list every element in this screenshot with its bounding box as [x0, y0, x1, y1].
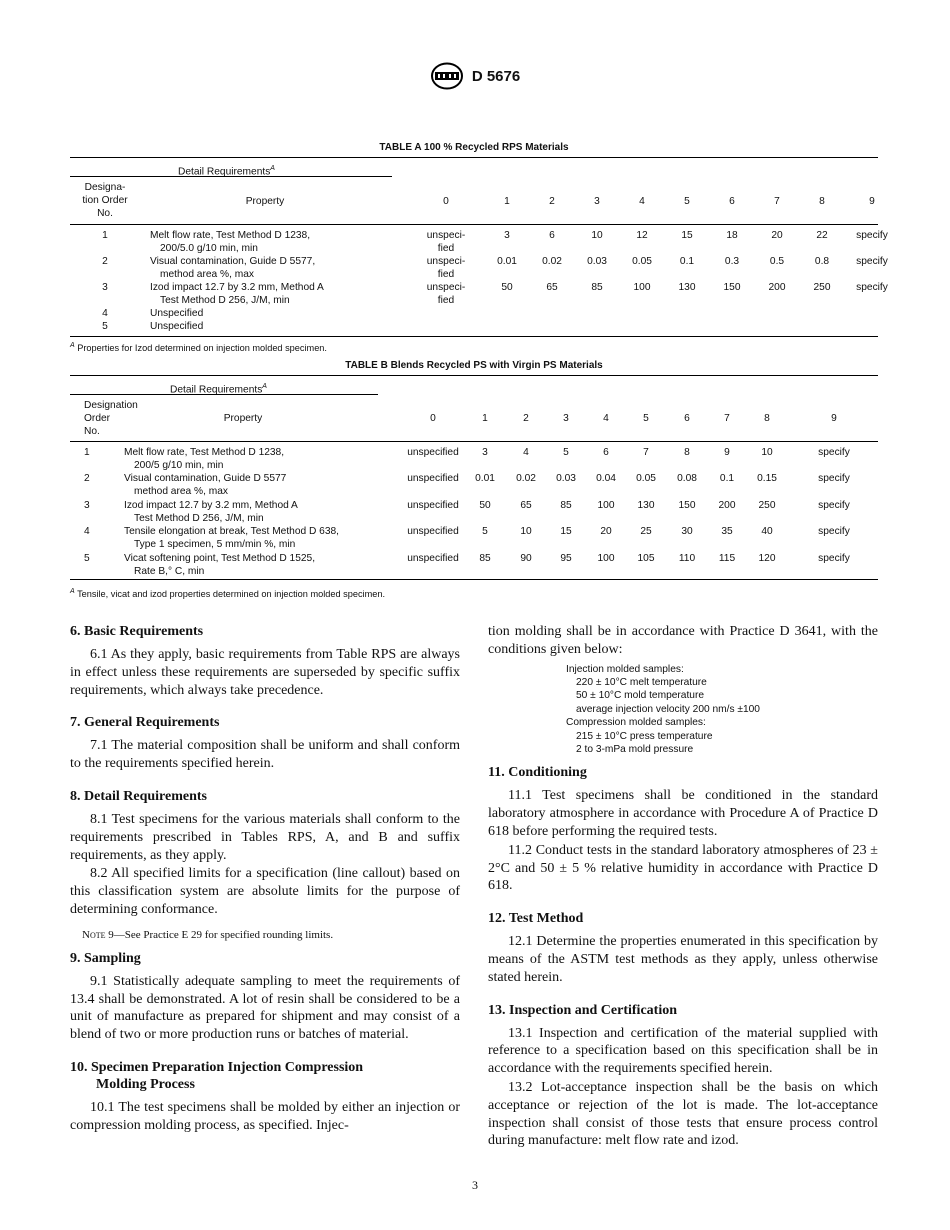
table-a-cell-unspecified: unspeci- — [426, 256, 466, 267]
table-b-cell-value: 200 — [718, 500, 736, 511]
section-12-heading: 12. Test Method — [488, 911, 584, 927]
table-b-row-property-cont: Test Method D 256, J/M, min — [134, 513, 264, 524]
paragraph-13-2: 13.2 Lot-acceptance inspection shall be the basis on which acceptance or rejection of the lot is made. The lot-acceptance inspection shall consist of those tests that ensure process control during manufacture: melt flow rate and izod. — [488, 1080, 878, 1149]
paragraph-10-1: 10.1 The test specimens shall be molded by either an injection or compression molding process, as specified. Injec- — [70, 1099, 460, 1133]
table-b-row-number: 5 — [84, 553, 90, 564]
table-b-cell-value: 85 — [479, 553, 491, 564]
table-b-cell-value: 7 — [643, 447, 649, 458]
table-b-row-property: Melt flow rate, Test Method D 1238, — [124, 447, 285, 458]
table-a-cell-value: 100 — [633, 282, 651, 293]
table-b-cell-value: 0.04 — [596, 473, 616, 484]
section-11-heading: 11. Conditioning — [488, 765, 587, 781]
table-b-cell-value: 105 — [637, 553, 655, 564]
table-a-cell-value: 10 — [591, 230, 603, 241]
table-a-cell-value: 0.1 — [679, 256, 695, 267]
section-6-heading: 6. Basic Requirements — [70, 624, 204, 639]
table-b-level-header: 0 — [430, 413, 436, 424]
table-b-row-number: 3 — [84, 500, 90, 511]
table-b-cell-value: 30 — [681, 526, 693, 537]
table-a-row-property-cont: method area %, max — [160, 269, 254, 280]
table-a-col-designation: Designa- tion Order No. — [82, 182, 128, 219]
table-a-cell-value: specify — [856, 256, 888, 267]
table-b-level-header: 8 — [764, 413, 770, 424]
table-b-cell-value: 95 — [560, 553, 572, 564]
table-b-cell-value: 0.03 — [556, 473, 576, 484]
table-a-cell-unspecified-cont: fied — [437, 269, 455, 280]
table-a-cell-value: 20 — [771, 230, 783, 241]
table-b-cell-value: 6 — [603, 447, 609, 458]
table-a-cell-value: specify — [856, 282, 888, 293]
table-b-level-header: 4 — [603, 413, 609, 424]
table-a-cell-value: 0.5 — [769, 256, 785, 267]
table-b-row-property-cont: method area %, max — [134, 486, 228, 497]
table-b-footnote: $^A$ Tensile, vicat and izod properties determined on injection molded specimen. — [70, 588, 386, 600]
document-designation: D 5676 — [471, 67, 521, 85]
table-b-row-number: 2 — [84, 473, 90, 484]
table-b-cell-value: 90 — [520, 553, 532, 564]
page-number: 3 — [472, 1178, 478, 1192]
table-a-level-header: 1 — [504, 196, 510, 207]
table-b-cell-value: 130 — [637, 500, 655, 511]
table-b-cell-value: unspecified — [407, 526, 459, 537]
table-b-cell-value: 40 — [761, 526, 773, 537]
table-b-title: TABLE B Blends Recycled PS with Virgin PS Materials — [345, 360, 603, 371]
table-a-cell-value: 200 — [768, 282, 786, 293]
table-a-level-header: 6 — [729, 196, 735, 207]
table-a-cell-value: 0.05 — [632, 256, 652, 267]
table-b-cell-value: 35 — [721, 526, 733, 537]
table-b-row-property-cont: Rate B,° C, min — [134, 566, 205, 577]
table-b-cell-value: 100 — [597, 553, 615, 564]
table-b-cell-value: 0.1 — [719, 473, 735, 484]
table-a-row-property: Visual contamination, Guide D 5577, — [150, 256, 316, 267]
table-a-cell-value: 3 — [504, 230, 510, 241]
table-a-row-property: Unspecified — [150, 308, 204, 319]
table-b-row-property-cont: Type 1 specimen, 5 mm/min %, min — [134, 539, 296, 550]
table-b-detail-header: Detail Requirements$^A$ — [170, 383, 267, 396]
table-a-cell-value: 250 — [813, 282, 831, 293]
table-a-title: TABLE A 100 % Recycled RPS Materials — [379, 142, 569, 153]
table-b-cell-value: 85 — [560, 500, 572, 511]
table-b-cell-value: specify — [818, 447, 850, 458]
table-b-level-header: 1 — [482, 413, 488, 424]
paragraph-12-1: 12.1 Determine the properties enumerated in this specification by means of the ASTM test methods as they apply, unless otherwise stated herein. — [488, 934, 878, 985]
table-a-cell-value: 15 — [681, 230, 693, 241]
table-b-cell-value: 10 — [761, 447, 773, 458]
table-a-row-property-cont: Test Method D 256, J/M, min — [160, 295, 290, 306]
paragraph-13-1: 13.1 Inspection and certification of the material supplied with reference to a specification based on this specification shall be in accordance with the requirements specified herein. — [488, 1025, 878, 1077]
table-b-cell-value: 25 — [640, 526, 652, 537]
table-a-row-number: 2 — [102, 256, 108, 267]
table-b-cell-value: 0.05 — [636, 473, 656, 484]
table-b-cell-value: specify — [818, 526, 850, 537]
paragraph-7-1: 7.1 The material composition shall be uniform and shall conform to the requirements specified herein. — [70, 738, 460, 772]
table-b-row-number: 4 — [84, 526, 90, 537]
section-8-heading: 8. Detail Requirements — [70, 788, 207, 804]
table-a-cell-value: 150 — [723, 282, 741, 293]
table-b-cell-value: 0.01 — [475, 473, 495, 484]
table-a — [70, 157, 888, 342]
table-b-cell-value: 0.02 — [516, 473, 536, 484]
table-b-level-header: 2 — [523, 413, 529, 424]
table-b-cell-value: 50 — [479, 500, 491, 511]
table-b-level-header: 3 — [563, 413, 569, 424]
molding-conditions: Injection molded samples: 220 ± 10°C melt temperature 50 ± 10°C mold temperature average injection velocity 200 nm/s ±100 Compression molded samples: 215 ± 10°C press temperature 2 to 3-mPa mold pressure — [566, 663, 760, 756]
astm-logo-icon — [430, 62, 464, 90]
section-10-heading: 10. Specimen Preparation Injection Compression Molding Process — [70, 1059, 364, 1092]
table-b-row-property-cont: 200/5 g/10 min, min — [134, 460, 224, 471]
left-column — [70, 623, 460, 1136]
table-b-cell-value: 10 — [520, 526, 532, 537]
table-b-col-designation: Designation Order No. — [84, 400, 138, 437]
table-b-cell-value: unspecified — [407, 500, 459, 511]
table-b-row-number: 1 — [84, 447, 90, 458]
table-a-cell-value: 18 — [726, 230, 738, 241]
page-header — [0, 62, 950, 90]
table-a-cell-value: 22 — [816, 230, 828, 241]
table-b-row-property: Vicat softening point, Test Method D 1525, — [124, 553, 316, 564]
table-b-cell-value: 100 — [597, 500, 615, 511]
table-b-cell-value: 4 — [523, 447, 529, 458]
table-b-level-header: 9 — [831, 413, 837, 424]
table-a-cell-value: 12 — [636, 230, 648, 241]
table-a-cell-value: 0.01 — [497, 256, 517, 267]
table-b-row-property: Izod impact 12.7 by 3.2 mm, Method A — [124, 500, 298, 511]
table-a-level-header: 7 — [774, 196, 780, 207]
table-a-row-property: Unspecified — [150, 321, 204, 332]
table-b-level-header: 6 — [684, 413, 690, 424]
table-b-row-property: Tensile elongation at break, Test Method D 638, — [124, 526, 340, 537]
paragraph-9-1: 9.1 Statistically adequate sampling to meet the requirements of 13.4 shall be demonstrated. A lot of resin shall be considered to be a unit of manufacture as prepared for shipment and may consist of a blend of two or more production runs or batches of material. — [70, 973, 460, 1043]
table-a-cell-value: 0.8 — [814, 256, 830, 267]
table-b-cell-value: 120 — [758, 553, 776, 564]
table-b-cell-value: 5 — [563, 447, 569, 458]
table-a-cell-value: 130 — [678, 282, 696, 293]
table-b-cell-value: 110 — [678, 553, 696, 564]
table-b-cell-value: 8 — [684, 447, 690, 458]
table-a-row-property-cont: 200/5.0 g/10 min, min — [160, 243, 258, 254]
table-a-cell-value: 0.3 — [724, 256, 740, 267]
table-b-cell-value: specify — [818, 500, 850, 511]
table-b-cell-value: 115 — [718, 553, 736, 564]
table-a-cell-unspecified-cont: fied — [437, 295, 455, 306]
table-b — [70, 375, 878, 585]
table-a-cell-unspecified: unspeci- — [426, 282, 466, 293]
table-b-level-header: 7 — [724, 413, 730, 424]
table-b-cell-value: 150 — [678, 500, 696, 511]
table-b-cell-value: 3 — [482, 447, 488, 458]
table-a-row-number: 1 — [102, 230, 108, 241]
paragraph-11-2: 11.2 Conduct tests in the standard laboratory atmospheres of 23 ± 2°C and 50 ± 5 % relative humidity in accordance with Practice D 618. — [488, 842, 878, 894]
table-a-level-header: 5 — [684, 196, 690, 207]
paragraph-8-2: 8.2 All specified limits for a specification (line callout) based on this classification system are absolute limits for the purpose of determining conformance. — [70, 866, 460, 917]
table-b-cell-value: specify — [818, 553, 850, 564]
table-a-level-header: 2 — [549, 196, 555, 207]
paragraph-8-1: 8.1 Test specimens for the various materials shall conform to the requirements prescribed in Tables RPS, A, and B and suffix requirements, as they apply. — [70, 811, 460, 863]
paragraph-10-1-continued: tion molding shall be in accordance with Practice D 3641, with the conditions given below: — [488, 624, 878, 657]
table-b-level-header: 5 — [643, 413, 649, 424]
table-a-cell-value: 85 — [591, 282, 603, 293]
table-a-cell-value: 0.02 — [542, 256, 562, 267]
table-a-level-header: 3 — [594, 196, 600, 207]
table-a-col-property: Property — [245, 196, 285, 207]
note-9: Note 9—See Practice E 29 for specified rounding limits. — [82, 928, 334, 941]
table-a-cell-value: specify — [856, 230, 888, 241]
table-b-cell-value: 250 — [758, 500, 776, 511]
table-a-level-header: 0 — [443, 196, 449, 207]
section-7-heading: 7. General Requirements — [70, 715, 220, 731]
table-b-cell-value: 20 — [600, 526, 612, 537]
table-b-cell-value: unspecified — [407, 447, 459, 458]
table-a-cell-unspecified: unspeci- — [426, 230, 466, 241]
section-9-heading: 9. Sampling — [70, 950, 141, 966]
table-a-row-property: Izod impact 12.7 by 3.2 mm, Method A — [150, 282, 324, 293]
table-b-cell-value: 5 — [482, 526, 488, 537]
table-b-cell-value: 65 — [520, 500, 532, 511]
paragraph-11-1: 11.1 Test specimens shall be conditioned in the standard laboratory atmosphere in accordance with Procedure A of Practice D 618 before performing the required tests. — [488, 788, 878, 840]
right-column — [488, 623, 878, 1151]
table-a-cell-value: 65 — [546, 282, 558, 293]
table-a-row-number: 3 — [102, 282, 108, 293]
paragraph-6-1: 6.1 As they apply, basic requirements from Table RPS are always in effect unless these requirements are superseded by specific suffix requirements, which always take precedence. — [70, 647, 460, 698]
table-a-cell-value: 6 — [549, 230, 555, 241]
table-a-row-number: 4 — [102, 308, 108, 319]
table-a-level-header: 9 — [869, 196, 875, 207]
table-a-cell-value: 50 — [501, 282, 513, 293]
table-b-cell-value: 9 — [724, 447, 730, 458]
table-a-footnote: $^A$ Properties for Izod determined on injection molded specimen. — [70, 342, 327, 354]
table-b-cell-value: specify — [818, 473, 850, 484]
table-a-level-header: 4 — [639, 196, 645, 207]
table-a-row-property: Melt flow rate, Test Method D 1238, — [150, 230, 311, 241]
table-a-cell-value: 0.03 — [587, 256, 607, 267]
table-b-col-property: Property — [223, 413, 263, 424]
table-a-detail-header: Detail Requirements$^A$ — [178, 165, 275, 178]
table-a-row-number: 5 — [102, 321, 108, 332]
table-b-cell-value: 0.15 — [757, 473, 777, 484]
table-a-cell-unspecified-cont: fied — [437, 243, 455, 254]
table-b-cell-value: 15 — [560, 526, 572, 537]
section-13-heading: 13. Inspection and Certification — [488, 1002, 677, 1018]
table-b-cell-value: 0.08 — [677, 473, 697, 484]
table-b-cell-value: unspecified — [407, 473, 459, 484]
table-a-level-header: 8 — [819, 196, 825, 207]
table-b-row-property: Visual contamination, Guide D 5577 — [124, 473, 287, 484]
table-b-cell-value: unspecified — [407, 553, 459, 564]
